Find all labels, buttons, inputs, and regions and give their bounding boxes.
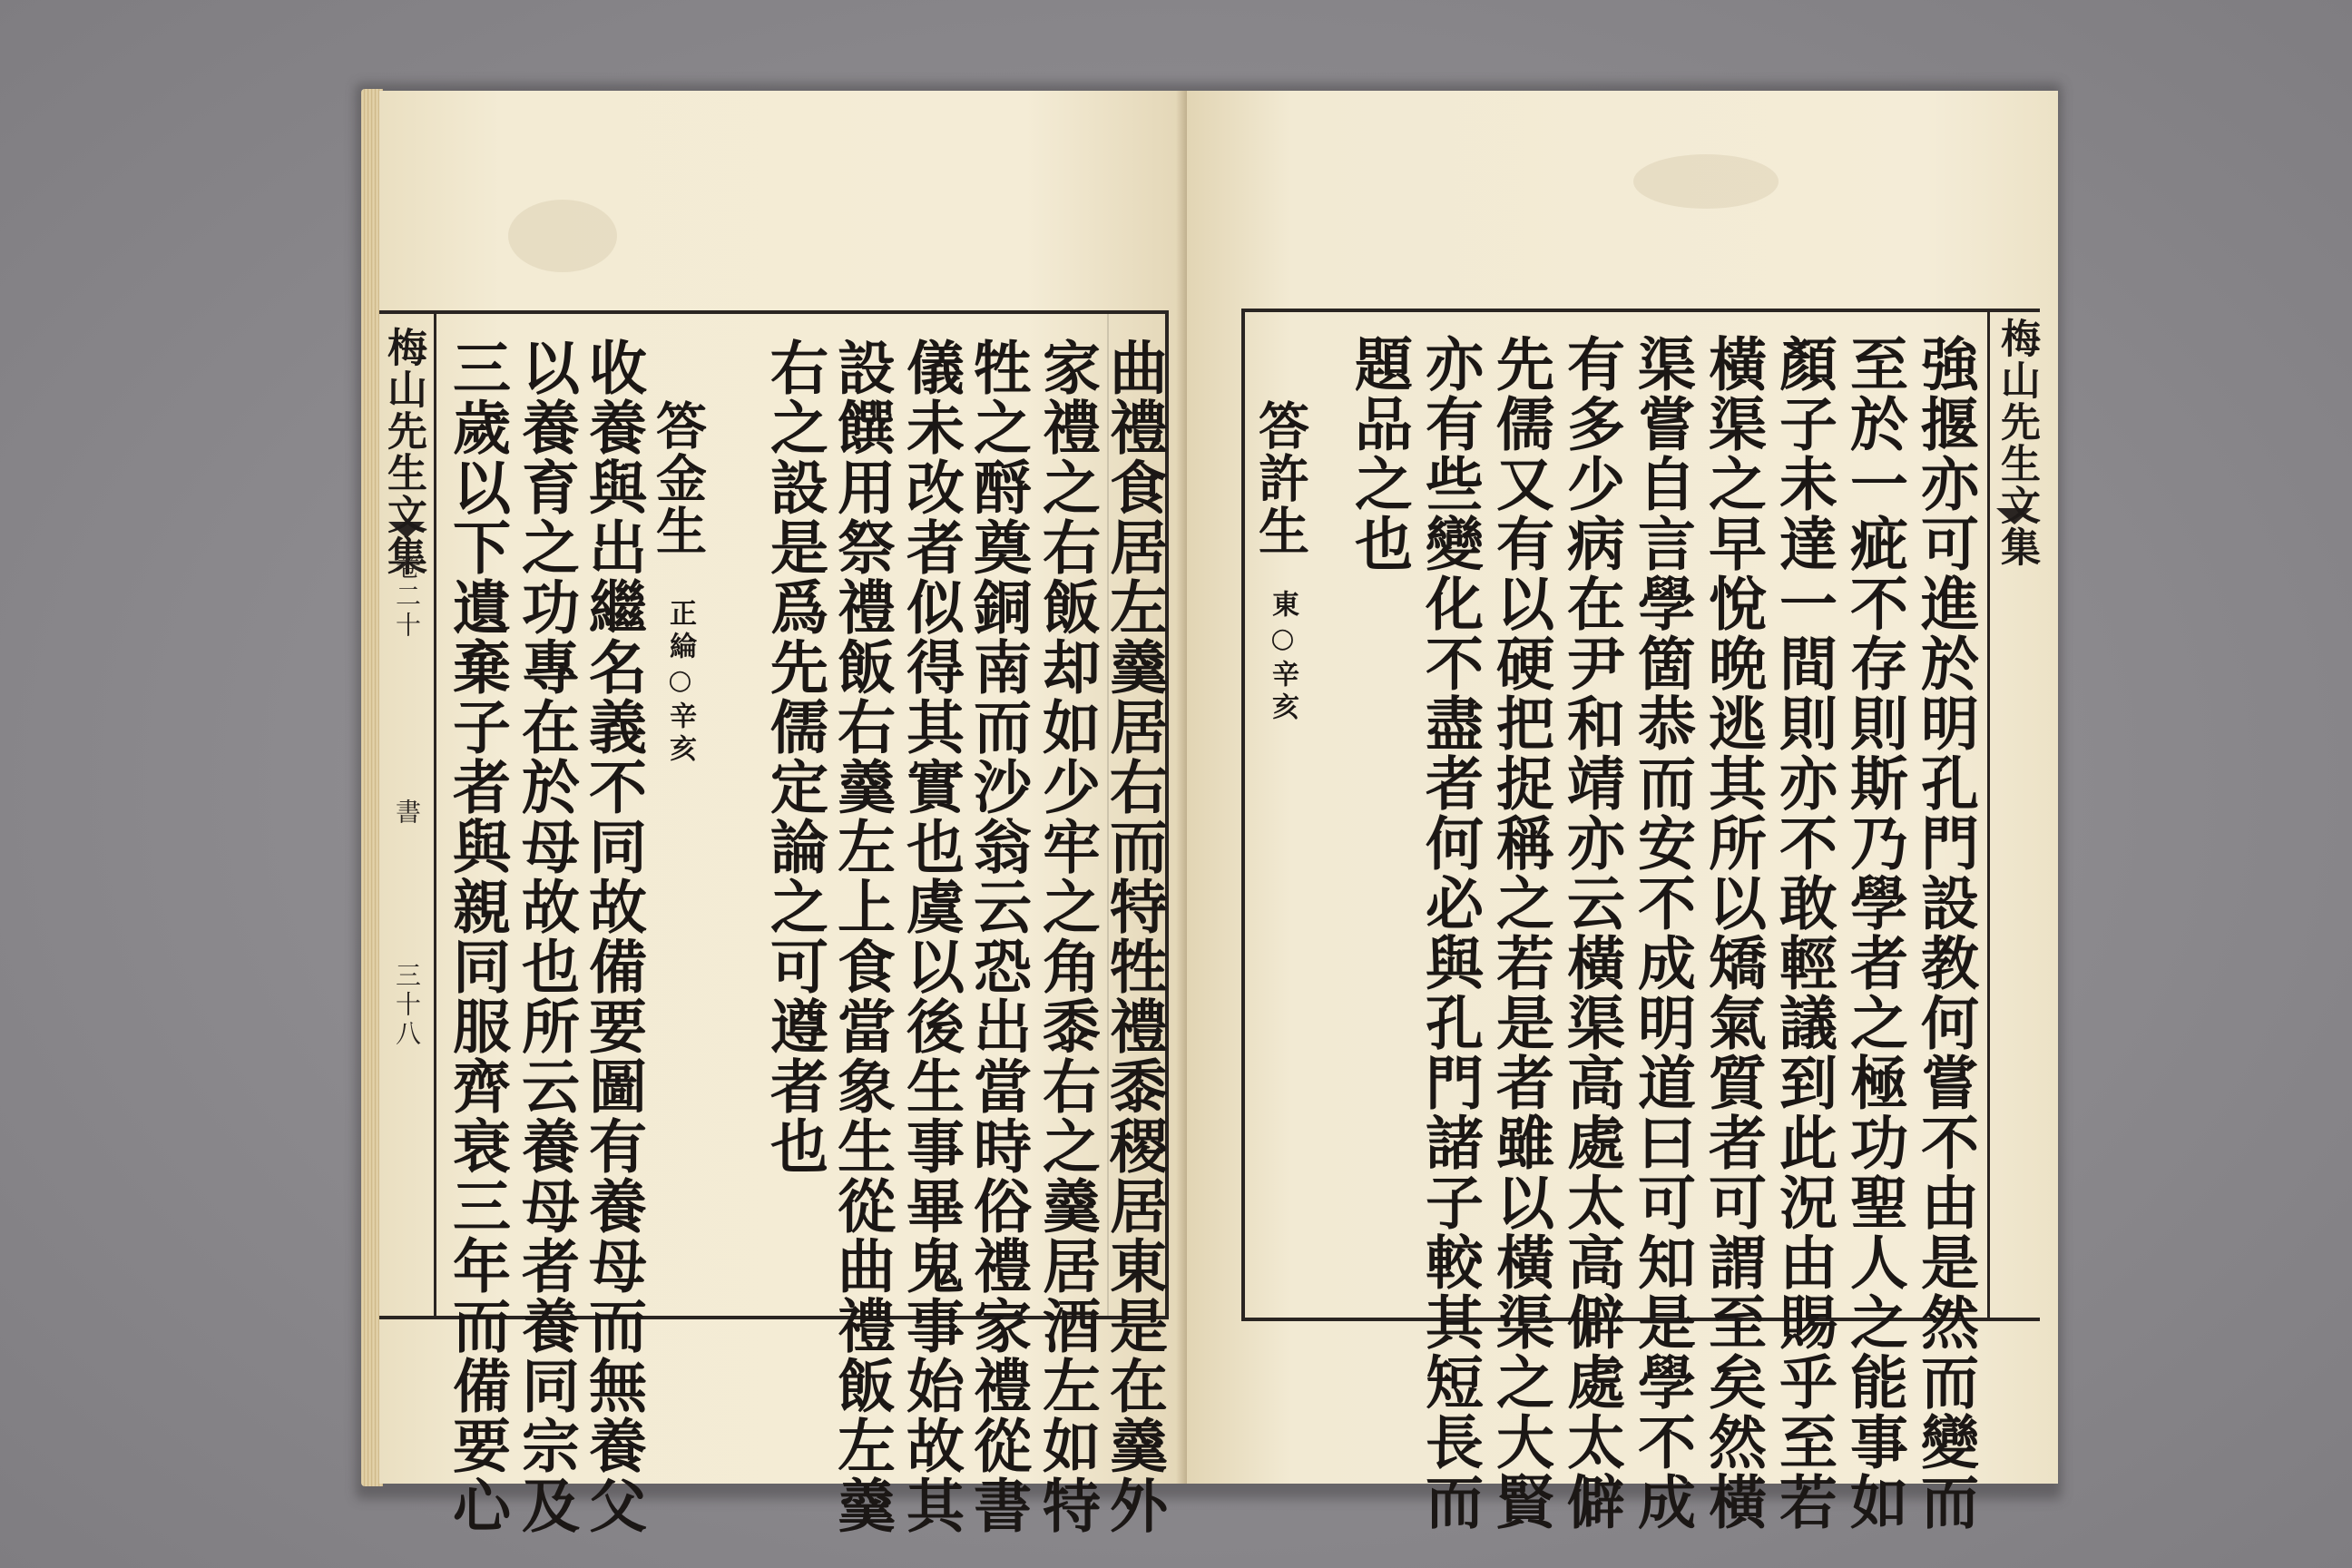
letter-heading: 答金生	[648, 399, 708, 557]
text-column-3: 顏子未達一間則亦不敢輕議到此況由賜乎至若	[1769, 334, 1838, 1532]
text-column-6: 右之設是爲先儒定論之可遵者也	[760, 338, 828, 1176]
letter-heading: 答許生	[1250, 399, 1310, 557]
text-column-3: 牲之酹奠銅南而沙翁云恐出當時俗禮家禮從書	[964, 338, 1032, 1535]
margin-title: 梅山先生文集	[1994, 318, 2040, 568]
text-column-9: 題品之也	[1345, 334, 1413, 573]
margin-volume: 卷二十	[392, 554, 422, 641]
letter-heading-note: 東○辛亥	[1267, 590, 1298, 725]
text-column-8: 以養育之功專在於母故也所云養母者養同宗及	[512, 338, 580, 1535]
text-column-7: 先儒又有以硬把捉稱之若是者雖以橫渠之大賢	[1486, 334, 1554, 1532]
text-column-8: 亦有些變化不盡者何必與孔門諸子較其短長而	[1416, 334, 1484, 1532]
text-column-2: 至於一疵不存則斯乃學者之極功聖人之能事如	[1840, 334, 1908, 1532]
text-column-4: 橫渠之早悅晩逃其所以矯氣質者可謂至矣然橫	[1699, 334, 1767, 1532]
text-column-6: 有多少病在尹和靖亦云橫渠高處太高僻處太僻	[1557, 334, 1625, 1532]
text-column-7: 收養與出繼名義不同故備要圖有養母而無養父	[579, 338, 647, 1535]
text-column-1: 曲禮食居左羹居右而特牲禮黍稷居東是在羹外	[1100, 338, 1168, 1535]
margin-page-number: 三十八	[392, 962, 422, 1049]
text-column-2: 家禮之右飯却如少牢之角黍右之羹居酒左如特	[1033, 338, 1101, 1535]
letter-heading-note: 正綸○辛亥	[664, 599, 696, 767]
paper-stain	[1633, 154, 1779, 209]
paper-stain	[508, 200, 617, 272]
text-column-5: 設饌用祭禮飯右羹左上食當象生從曲禮飯左羹	[828, 338, 896, 1535]
text-column-9: 三歲以下遺棄子者與親同服齊衰三年而備要心	[443, 338, 511, 1535]
margin-section: 書	[392, 799, 422, 828]
margin-divider	[1987, 309, 1990, 1321]
margin-title: 梅山先生文集	[380, 327, 426, 577]
text-column-4: 儀未改者似得其實也虞以後生事畢鬼事始故其	[897, 338, 965, 1535]
text-column-1: 強揠亦可進於明孔門設教何嘗不由是然而變而	[1911, 334, 1979, 1532]
text-column-5: 渠嘗自言學箇恭而安不成明道曰可知是學不成	[1628, 334, 1696, 1532]
